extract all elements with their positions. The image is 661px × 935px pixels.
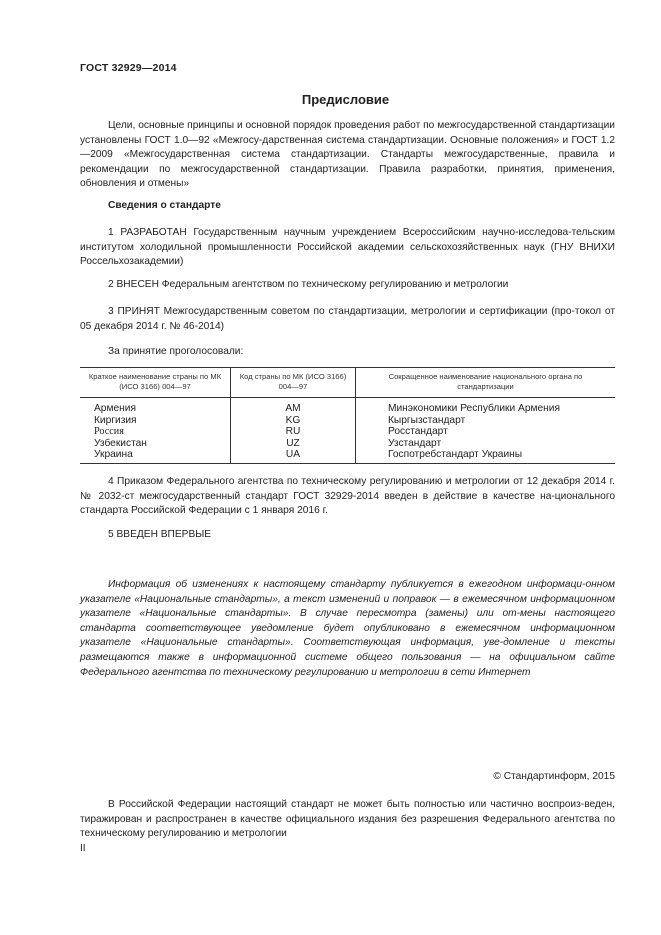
country-cell: Киргизия xyxy=(94,414,137,426)
code-cell: UZ xyxy=(231,438,356,450)
code-cell: UA xyxy=(231,449,356,463)
reproduction-notice-text: В Российской Федерации настоящий стандарт не может быть полностью или частично воспроиз-веден, тиражирован и распространен в качестве официального издания без разрешения Федерального агентства по техническому регулированию и метрологии xyxy=(80,799,615,840)
intro-paragraph xyxy=(80,119,615,192)
intro-text: Цели, основные принципы и основной порядок проведения работ по межгосударственной стандартизации установлены ГОСТ 1.0—92 «Межгосу-дарственная система стандартизации. Основные положения» и ГОСТ 1.2—2009 «Межгосударственная система стандартизации. Стандарты межгосударственные, правила и рекомендации по межгосударственной стандартизации. Правила разработки, принятия, применения, обновления и отмены» xyxy=(80,120,615,190)
info-notice-text: Информация об изменениях к настоящему стандарту публикуется в ежегодном информаци-онном указателе «Национальные стандарты», а текст изменений и поправок — в ежемесячном информационном указателе «Национальные стандарты». В случае пересмотра (замены) или от-мены настоящего стандарта соответствующее уведомление будет опубликовано в ежемесячном информационном указателе «Национальные стандарты». Соответствующая информация, уве-домление и тексты размещаются также в информационной системе общего пользования — на официальном сайте Федерального агентства по техническому регулированию и метрологии в сети Интернет xyxy=(80,579,615,678)
table-row xyxy=(80,398,615,415)
body-cell: Росстандарт xyxy=(356,426,616,438)
info-notice xyxy=(80,578,615,680)
reproduction-notice xyxy=(80,798,615,842)
item-4 xyxy=(80,475,615,519)
item-1-text: 1 РАЗРАБОТАН Государственным научным учреждением Всероссийским научно-исследова-тельским институтом холодильной промышленности Российской академии сельскохозяйственных наук (ГНУ ВНИХИ Россельхозакадемии) xyxy=(80,227,615,268)
table-row xyxy=(80,415,615,427)
item-1 xyxy=(80,226,615,270)
item-5: 5 ВВЕДЕН ВПЕРВЫЕ xyxy=(108,529,212,540)
copyright: © Стандартинформ, 2015 xyxy=(493,771,615,782)
code-cell: RU xyxy=(231,426,356,438)
page-title: Предисловие xyxy=(301,92,390,107)
document-code: ГОСТ 32929—2014 xyxy=(80,62,177,74)
column-header-body: Сокращенное наименование национального органа по стандартизации xyxy=(356,368,616,398)
country-cell: Узбекистан xyxy=(94,437,147,449)
body-cell: Кыргызстандарт xyxy=(356,415,616,427)
table-row xyxy=(80,426,615,438)
item-2: 2 ВНЕСЕН Федеральным агентством по техническому регулированию и метрологии xyxy=(108,279,509,290)
item-4-text: 4 Приказом Федерального агентства по техническому регулированию и метрологии от 12 декабря 2014 г. № 2032-ст межгосударственный стандарт ГОСТ 32929-2014 введен в действие в качестве на-ционального стандарта Российской Федерации с 1 января 2016 г. xyxy=(80,476,615,517)
table-header-row xyxy=(80,368,615,398)
code-cell: KG xyxy=(231,415,356,427)
item-3 xyxy=(80,305,615,334)
page-number: II xyxy=(80,843,86,854)
country-cell: Армения xyxy=(94,403,136,414)
voted-label: За принятие проголосовали: xyxy=(108,346,244,357)
item-3-text: 3 ПРИНЯТ Межгосударственным советом по стандартизации, метрологии и сертификации (про-токол от 05 декабря 2014 г. № 46-2014) xyxy=(80,306,615,332)
country-cell: Украина xyxy=(80,449,231,463)
voting-table xyxy=(80,367,615,464)
body-cell: Узстандарт xyxy=(356,438,616,450)
code-cell: AM xyxy=(231,398,356,415)
body-cell: Госпотребстандарт Украины xyxy=(356,449,616,463)
country-cell: Россия xyxy=(94,426,124,437)
column-header-code: Код страны по МК (ИСО 3166) 004—97 xyxy=(231,368,356,398)
table-row xyxy=(80,438,615,450)
body-cell: Минэкономики Республики Армения xyxy=(356,398,616,415)
section-heading: Сведения о стандарте xyxy=(108,200,221,211)
column-header-country: Краткое наименование страны по МК (ИСО 3166) 004—97 xyxy=(80,368,231,398)
table-row xyxy=(80,449,615,463)
